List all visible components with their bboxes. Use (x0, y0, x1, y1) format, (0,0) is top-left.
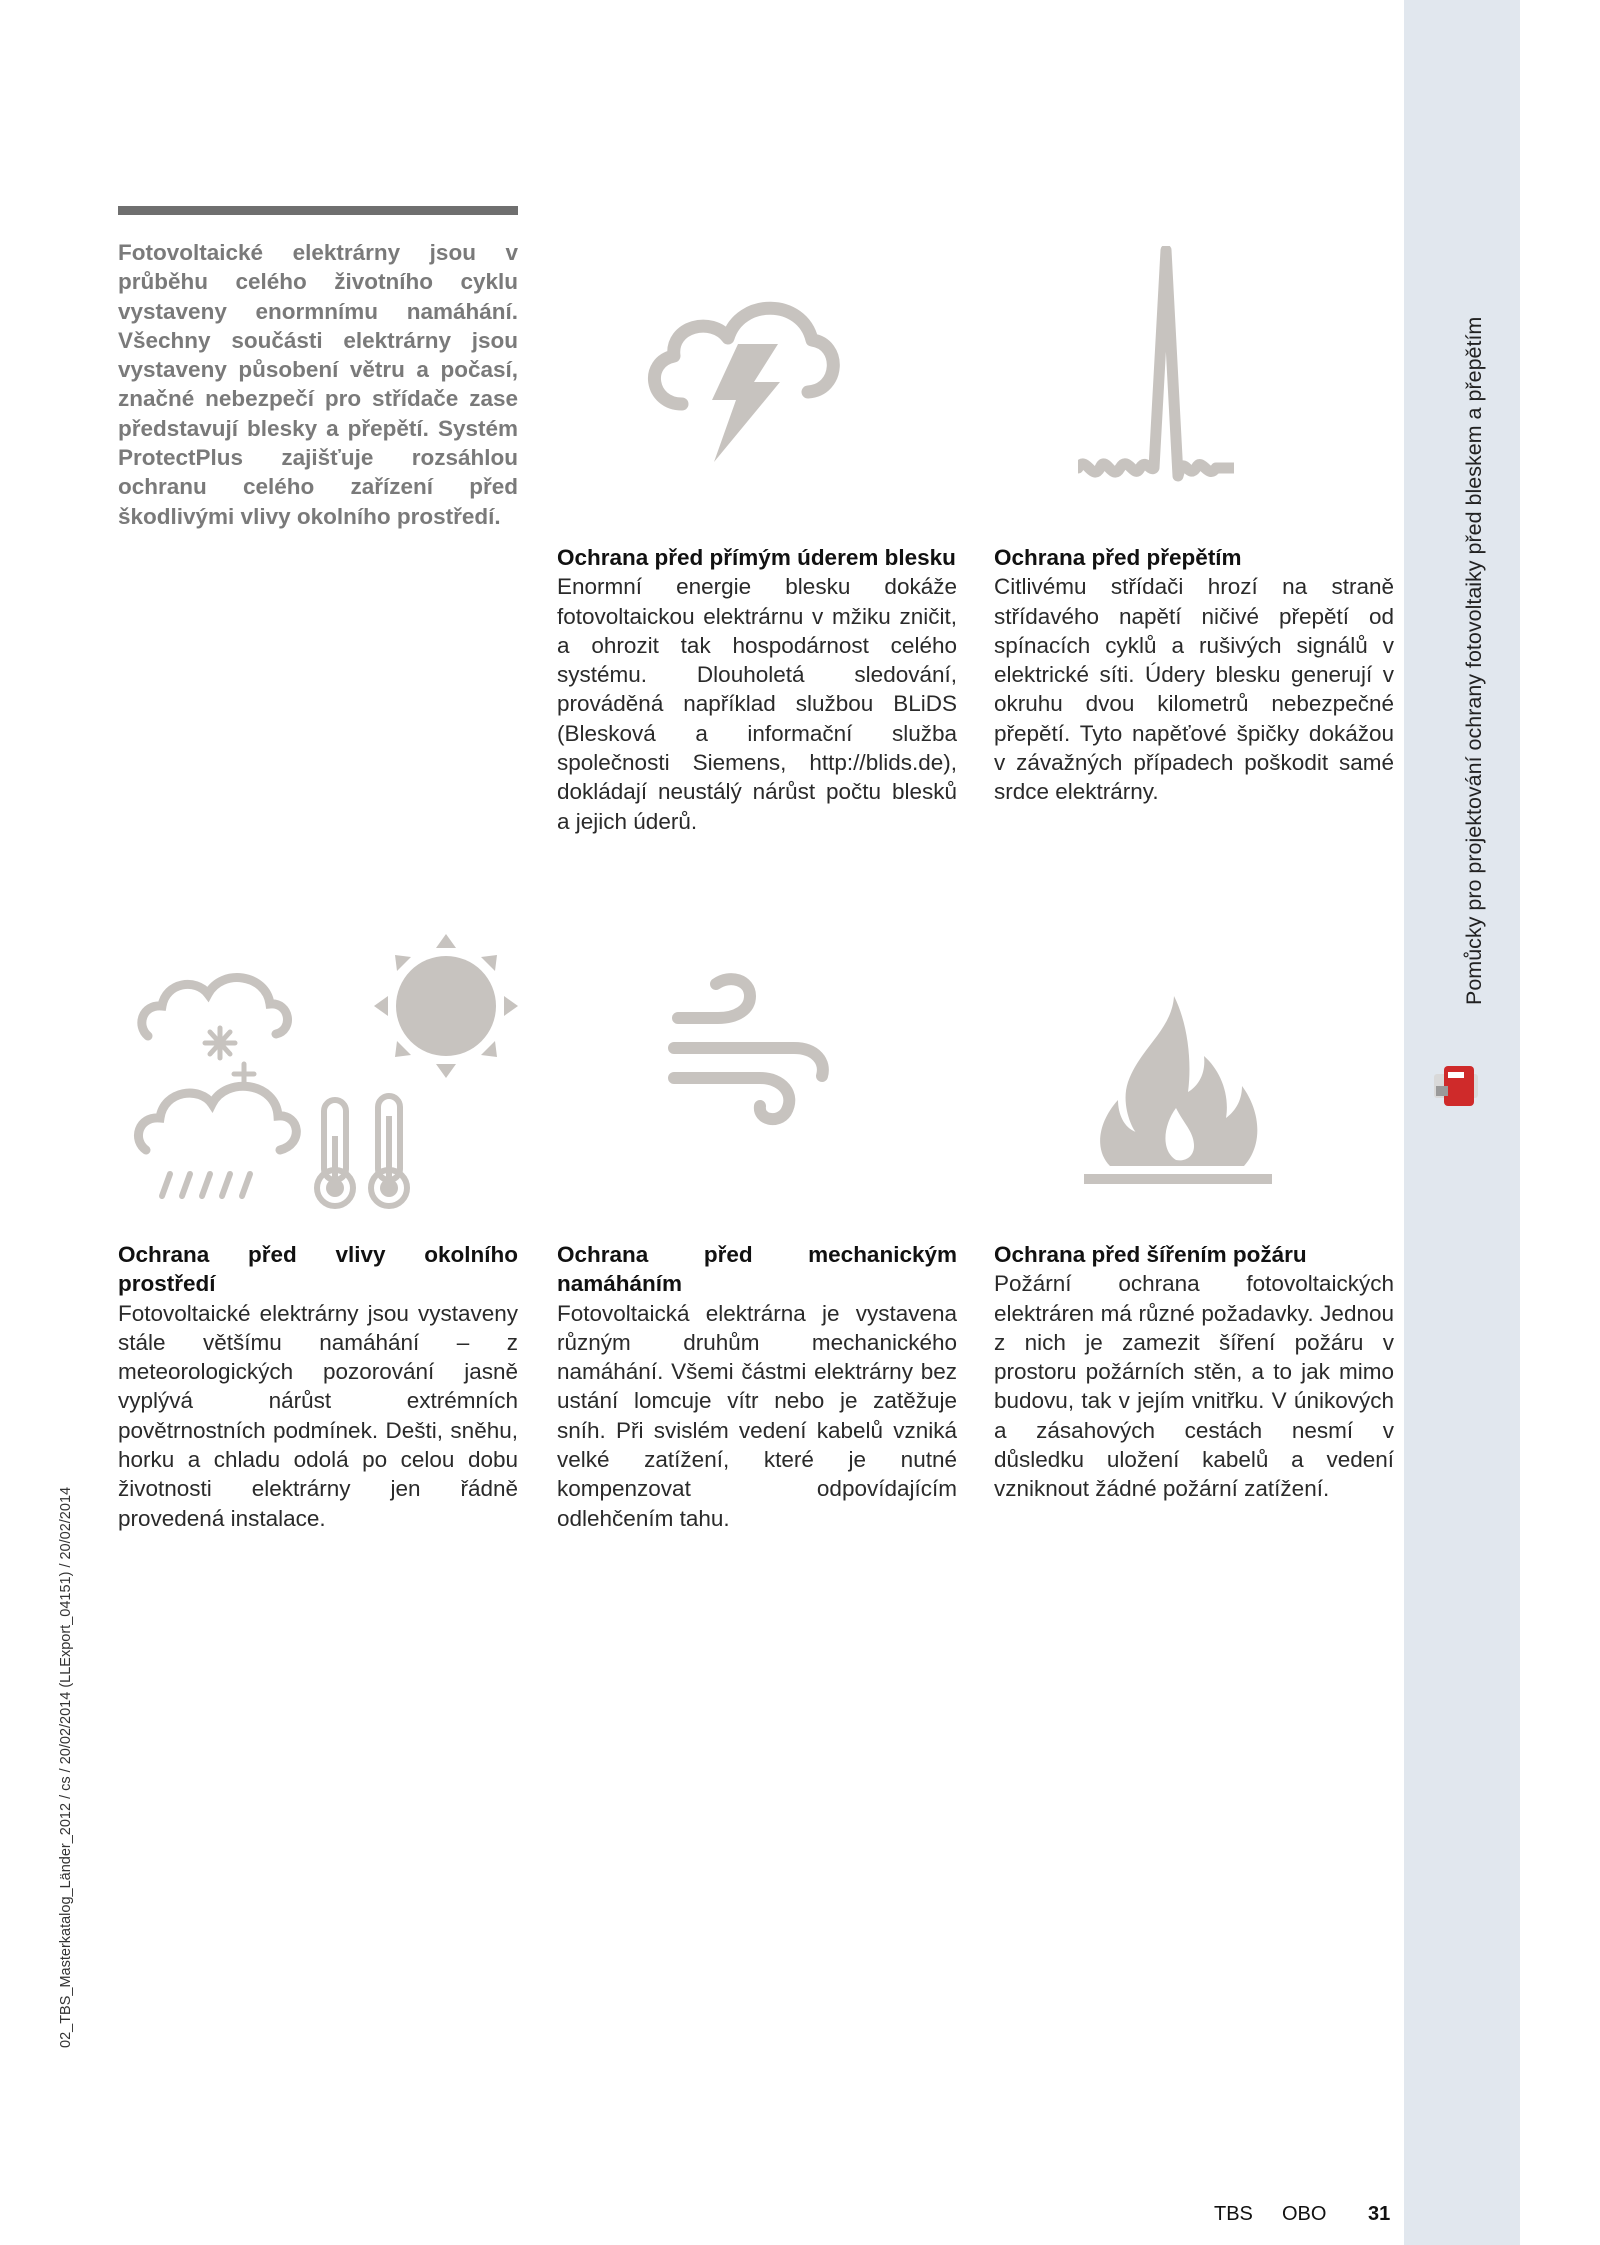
section-title: Ochrana před přímým úderem blesku (557, 545, 956, 570)
section-title: Ochrana před vlivy okolního prostředí (118, 1242, 518, 1297)
section-title: Ochrana před přepětím (994, 545, 1242, 570)
top-rule (118, 206, 518, 215)
section-fire (994, 1240, 1394, 1504)
voltage-spike-icon (1078, 246, 1234, 500)
weather-icon (130, 926, 530, 1216)
section-text: Fotovoltaické elektrárny jsou vystaveny stále většímu namáhání – z meteorologických pozorování jasně vyplývá nárůst extrémních povětrnostních podmínek. Dešti, sněhu, horku a chladu odolá po celou dobu životnosti elektrárny jen řádně provedená instalace. (118, 1300, 518, 1531)
fire-icon (1080, 990, 1276, 1190)
section-direct-lightning (557, 543, 957, 836)
section-text: Enormní energie blesku dokáže fotovoltaickou elektrárnu v mžiku zničit, a ohrozit tak hospodárnost celého systému. Dlouholetá sledování, prováděná například službou BLiDS (Blesková a informační služba společnosti Siemens, http://blids.de), dokládají neustálý nárůst počtu blesků a jejich úderů. (557, 574, 957, 834)
sidebar-title: Pomůcky pro projektování ochrany fotovoltaiky před bleskem a přepětím (1462, 316, 1486, 1005)
page-number: 31 (1368, 2203, 1391, 2225)
intro-text: Fotovoltaické elektrárny jsou v průběhu celého životního cyklu vystaveny enormnímu namáhání. Všechny součásti elektrárny jsou vystaveny působení větru a počasí, značné nebezpečí pro střídače zase představují blesky a přepětí. Systém ProtectPlus zajišťuje rozsáhlou ochranu celého zařízení před škodlivými vlivy okolního prostředí. (118, 240, 518, 529)
print-reference: 02_TBS_Masterkatalog_Länder_2012 / cs / 20/02/2014 (LLExport_04151) / 20/02/2014 (58, 1486, 74, 2048)
footer-brand-obo: OBO (1282, 2203, 1327, 2225)
section-mechanical (557, 1240, 957, 1533)
section-environment (118, 1240, 518, 1533)
thunderstorm-icon (640, 282, 840, 472)
section-overvoltage (994, 543, 1394, 807)
wind-icon (664, 970, 834, 1150)
section-title: Ochrana před šířením požáru (994, 1242, 1307, 1267)
section-text: Fotovoltaická elektrárna je vystavena různým druhům mechanického namáhání. Všemi částmi elektrárny bez ustání lomcuje vítr nebo je zatěžuje sníh. Při svislém vedení kabelů vzniká velké zatížení, které je nutné kompenzovat odpovídajícím odlehčením tahu. (557, 1300, 957, 1531)
section-title: Ochrana před mechanickým namáháním (557, 1242, 957, 1297)
section-text: Citlivému střídači hrozí na straně střídavého napětí ničivé přepětí od spínacích cyklů a rušivých signálů v elektrické síti. Údery blesku generují v okruhu dvou kilometrů nebezpečné přepětí. Tyto napěťové špičky dokážou v závažných případech poškodit samé srdce elektrárny. (994, 574, 1394, 805)
footer-brand-tbs: TBS (1214, 2203, 1253, 2225)
section-text: Požární ochrana fotovoltaických elektráren má různé požadavky. Jednou z nich je zamezit šíření požáru v prostoru požárních stěn, a to jak mimo budovu, tak v jejím vnitřku. V únikových a zásahových cestách nesmí v důsledku uložení kabelů a vedení vzniknout žádné požární zatížení. (994, 1271, 1394, 1502)
obo-badge-icon (1430, 1060, 1482, 1112)
